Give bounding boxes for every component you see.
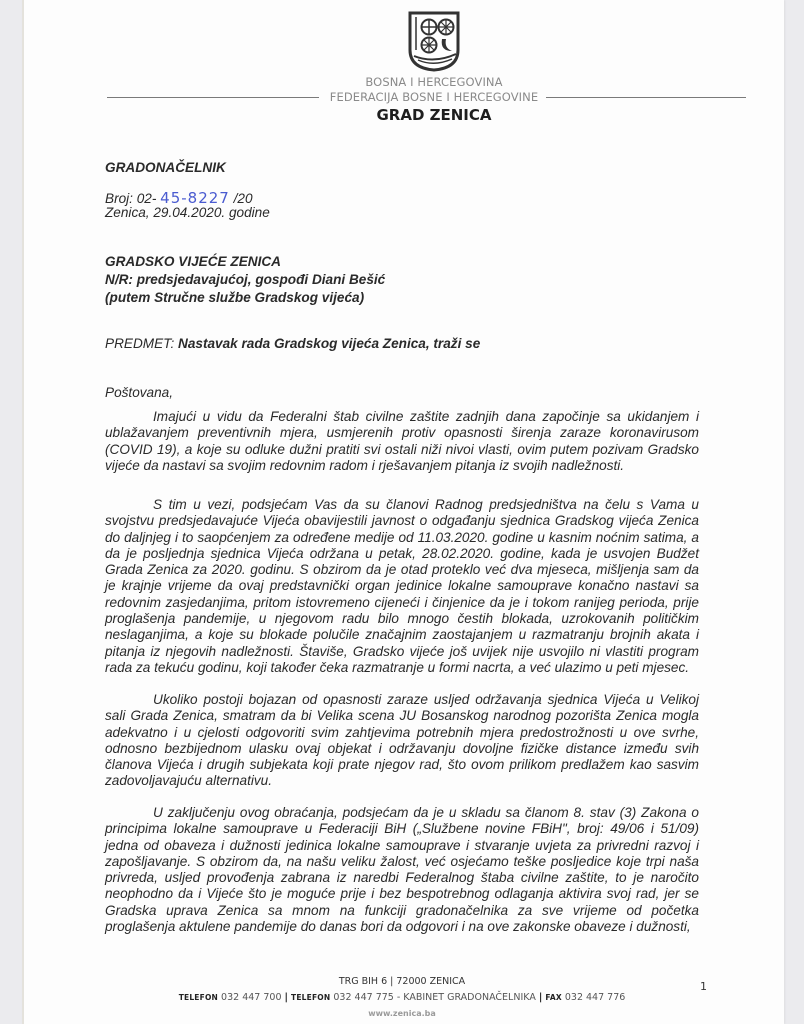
recipient-line-3: (putem Stručne službe Gradskog vijeća) [105, 290, 365, 305]
footer-website[interactable]: www.zenica.ba [368, 1009, 436, 1018]
phone-label: TELEFON [178, 993, 219, 1002]
body-paragraph: Ukoliko postoji bojazan od opasnosti zaraze usljed održavanja sjednica Vijeća u Velikoj sali Grada Zenica, smatram da bi Velika scena JU Bosanskog narodnog pozorišta Zenica mogla adekvatno i u cjelosti odgovoriti svim zahtjevima potrebnih mjera predostrožnosti u ove svrhe, odnosno bezbijednom ulasku ovaj objekat i održavanju dovoljne fizičke distance između svih članova Vijeća i drugih subjekata koji prate njegov rad, što ovom prilikom predlažem kao sasvim zadovoljavajuću alternativu. [105, 692, 699, 789]
phone-label: TELEFON [291, 993, 331, 1002]
greeting: Poštovana, [105, 385, 174, 400]
phone-1: 032 447 700 [221, 992, 282, 1003]
phone-2: 032 447 775 - KABINET GRADONAČELNIKA [333, 992, 536, 1003]
recipient-line-1: GRADSKO VIJEĆE ZENICA [105, 254, 281, 269]
reference-suffix: /20 [229, 191, 253, 206]
separator: | [284, 992, 288, 1003]
footer-contact [22, 992, 782, 1003]
page-number: 1 [700, 980, 707, 993]
recipient-line-2: N/R: predsjedavajućoj, gospođi Diani Bešić [105, 272, 386, 287]
header-divider-right [546, 97, 746, 98]
body-paragraph: Imajući u vidu da Federalni štab civilne zaštite zadnjih dana započinje sa ukidanjem i ublažavanjem preventivnih mjera, usmjerenih protiv opasnosti širenja zaraze koronavirusom (COVID 19), a koje su odluke dužni pratiti svi ostali niži nivoi vlasti, ovim putem pozivam Gradsko vijeće da nastavi sa svojim redovnim radom i rješavanjem pitanja iz svojih nadležnosti. [105, 409, 699, 473]
sender-office: GRADONAČELNIK [105, 160, 226, 175]
body-paragraph: U zaključenju ovog obraćanja, podsjećam da je u skladu sa članom 8. stav (3) Zakona o principima lokalne samouprave u Federaciji BiH („Službene novine FBiH", broj: 49/06 i 51/09) jedna od obaveza i dužnosti jedinica lokalne samouprave i stvaranje uvjeta za privredni razvoj i zapošljavanje. S obzirom da, na našu veliku žalost, već osjećamo teške posljedice koje trpi naša privreda, usljed provođenja zabrana iz naredbi Federalnog štaba civilne zaštite, to je naročito neophodno da i Vijeće što je moguće prije i bez bespotrebnog odlaganja aktivira svoj rad, jer se Gradska uprava Zenica sa mnom na funkciji gradonačelnika za sve vrijeme od početka proglašenja aktulene pandemije do danas bori da odgovori i na ove zakonske obaveze i dužnosti, [105, 805, 699, 935]
body-paragraph: S tim u vezi, podsjećam Vas da su članovi Radnog predsjedništva na čelu s Vama u svojstvu predsjedavajuće Vijeća obavijestili javnost o odgađanju sjednica Gradskog vijeća Zenica do daljnjeg i to saopćenjem za određene medije od 11.03.2020. godine u kasnim noćnim satima, a da je posljednja sjednica Vijeća održana u petak, 28.02.2020. godine, kada je usvojen Budžet Grada Zenica za 2020. godinu. S obzirom da je otad proteklo već dva mjeseca, mišljenja sam da je krajnje vrijeme da ovaj predstavnički organ jedinice lokalne samouprave konačno nastavi sa redovnim zasjedanjima, pritom istovremeno cijeneći i činjenice da je i tokom ranijeg perioda, prije proglašenja pandemije, u njegovom radu bilo mnogo čestih blokada, uzrokovanih političkim neslaganjima, a koje su blokade polučile značajnim zaostajanjem u razmatranju brojnih akata i pitanja iz njegovih nadležnosti. Štaviše, Gradsko vijeće još uvijek nije usvojilo ni vlastiti program rada za tekuću godinu, koji također čeka razmatranje u formi nacrta, a već ulazimo u peti mjesec. [105, 497, 699, 675]
reference-handwritten: 45-8227 [160, 189, 230, 207]
separator: | [538, 992, 543, 1003]
subject-label: PREDMET: [105, 336, 175, 351]
header-federation: FEDERACIJA BOSNE I HERCEGOVINE [329, 90, 539, 104]
fax-number: 032 447 776 [564, 992, 626, 1003]
footer-address: TRG BIH 6 | 72000 ZENICA [338, 976, 466, 987]
subject-text: Nastavak rada Gradskog vijeća Zenica, traži se [178, 336, 481, 351]
reference-prefix: Broj: 02- [105, 191, 157, 206]
coat-of-arms-icon [398, 10, 470, 72]
header-divider-left [107, 97, 319, 98]
fax-label: FAX [545, 993, 562, 1002]
header-city: GRAD ZENICA [376, 106, 492, 124]
header-country: BOSNA I HERCEGOVINA [365, 75, 503, 89]
subject-line [105, 336, 480, 351]
date-line: Zenica, 29.04.2020. godine [105, 205, 270, 220]
